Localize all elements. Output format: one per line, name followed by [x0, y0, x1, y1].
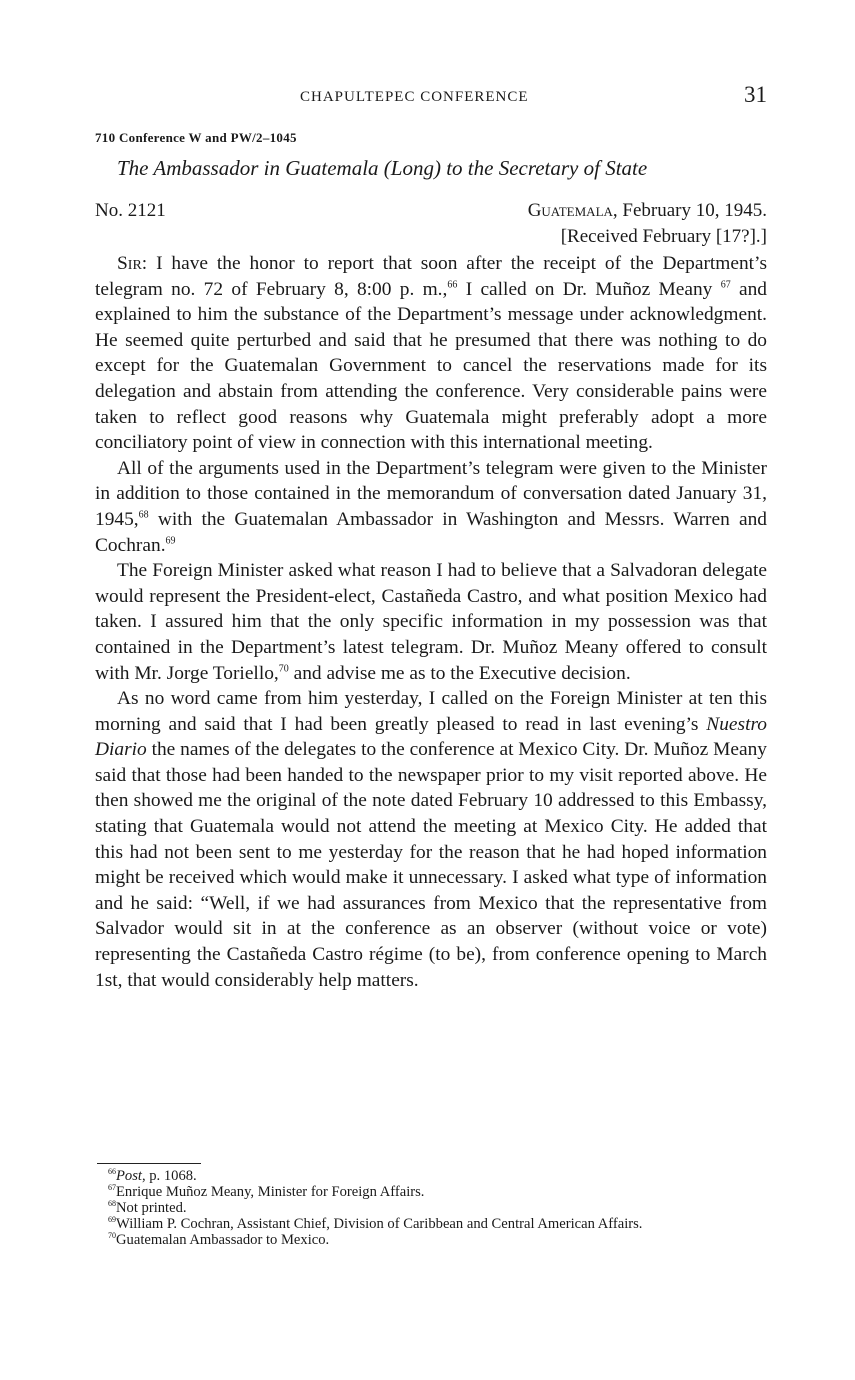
footnote-marker-66[interactable]: 66 — [447, 279, 458, 291]
paragraph-3-text-a: The Foreign Minister asked what reason I had to believe that a Salvadoran delegate would represent the President-elect, Castañeda Castro, and what position Mexico had taken. I assured him that the only specific information in my possession was that contained in the Department’s latest telegram. Dr. Muñoz Meany offered to consult with Mr. Jorge Toriello, — [95, 560, 767, 684]
paragraph-4-text-a: As no word came from him yesterday, I called on the Foreign Minister at ten this morning and said that I had been greatly pleased to read in last evening’s — [95, 688, 767, 735]
paragraph-3 — [95, 558, 767, 686]
footnote-number: 70 — [108, 1231, 116, 1241]
paragraph-2 — [95, 456, 767, 558]
footnote-69 — [95, 1216, 767, 1232]
footnote-marker-69[interactable]: 69 — [165, 535, 176, 547]
dateline-place: Guatemala — [527, 200, 613, 221]
page-number: 31 — [744, 82, 767, 107]
document-heading: The Ambassador in Guatemala (Long) to the Secretary of State — [117, 156, 648, 180]
footnote-marker-70[interactable]: 70 — [278, 663, 289, 675]
footnote-marker-68[interactable]: 68 — [138, 509, 149, 521]
footnote-70 — [95, 1232, 767, 1248]
received-date: [Received February [17?].] — [560, 226, 767, 247]
salutation: Sir — [117, 253, 142, 274]
footnote-text: Not printed. — [116, 1200, 187, 1216]
paragraph-3-text-b: and advise me as to the Executive decision. — [288, 662, 631, 684]
footnote-text: Guatemalan Ambassador to Mexico. — [116, 1232, 330, 1248]
footnote-67 — [95, 1184, 767, 1200]
footnote-marker-67[interactable]: 67 — [720, 279, 731, 291]
paragraph-2-text-a: All of the arguments used in the Department’s telegram were given to the Minister in addition to those contained in the memorandum of conversation dated January 31, 1945, — [95, 457, 767, 530]
footnote-divider — [97, 1163, 201, 1164]
document-number: No. 2121 — [95, 200, 166, 221]
paragraph-1-text-a: : I have the honor to report that soon after the receipt of the Department’s telegram no. 72 of February 8, 8:00 p. m., — [95, 253, 767, 300]
file-number: 710 Conference W and PW/2–1045 — [95, 130, 297, 145]
running-head — [95, 82, 767, 112]
letter-body — [95, 251, 767, 993]
footnotes — [95, 1168, 767, 1248]
footnote-number: 69 — [108, 1215, 116, 1225]
footnote-reference[interactable]: Post — [116, 1168, 142, 1184]
running-title: CHAPULTEPEC CONFERENCE — [300, 89, 529, 105]
paragraph-4-text-b: the names of the delegates to the conference at Mexico City. Dr. Muñoz Meany said that those had been handed to the newspaper prior to my visit reported above. He then showed me the original of the note dated February 10 addressed to this Embassy, stating that Guatemala would not attend the meeting at Mexico City. He added that this had not been sent to me yesterday for the reason that he had hoped information might be received which would make it unnecessary. I asked what type of information and he said: “Well, if we had assurances from Mexico that the representative from Salvador would sit in at the conference as an observer (without voice or vote) representing the Castañeda Castro régime (to be), from conference opening to March 1st, that would considerably help matters. — [95, 739, 767, 991]
newspaper-title: Nuestro Diario — [95, 713, 767, 761]
dateline — [528, 200, 767, 222]
dateline-date: , February 10, 1945. — [612, 200, 767, 221]
footnote-text: William P. Cochran, Assistant Chief, Division of Caribbean and Central American Affairs. — [116, 1216, 643, 1232]
paragraph-1 — [95, 251, 767, 456]
footnote-68 — [95, 1200, 767, 1216]
paragraph-1-text-c: and explained to him the substance of the Department’s message under acknowledgment. He seemed quite perturbed and said that he presumed that there was nothing to do except for the Guatemalan Government to cancel the reservations made for its delegation and abstain from attending the conference. Very considerable pains were taken to reflect good reasons why Guatemala might preferably adopt a more conciliatory point of view in connection with this international meeting. — [95, 278, 767, 454]
footnote-number: 68 — [108, 1199, 116, 1209]
paragraph-1-text-b: I called on Dr. Muñoz Meany — [457, 278, 713, 300]
footnote-text: Enrique Muñoz Meany, Minister for Foreign Affairs. — [116, 1184, 425, 1200]
paragraph-2-text-b: with the Guatemalan Ambassador in Washington and Messrs. Warren and Cochran. — [95, 508, 767, 556]
footnote-number: 66 — [108, 1167, 116, 1177]
paragraph-4 — [95, 686, 767, 993]
footnote-text: , p. 1068. — [141, 1168, 197, 1184]
footnote-66 — [95, 1168, 767, 1184]
footnote-number: 67 — [108, 1183, 116, 1193]
